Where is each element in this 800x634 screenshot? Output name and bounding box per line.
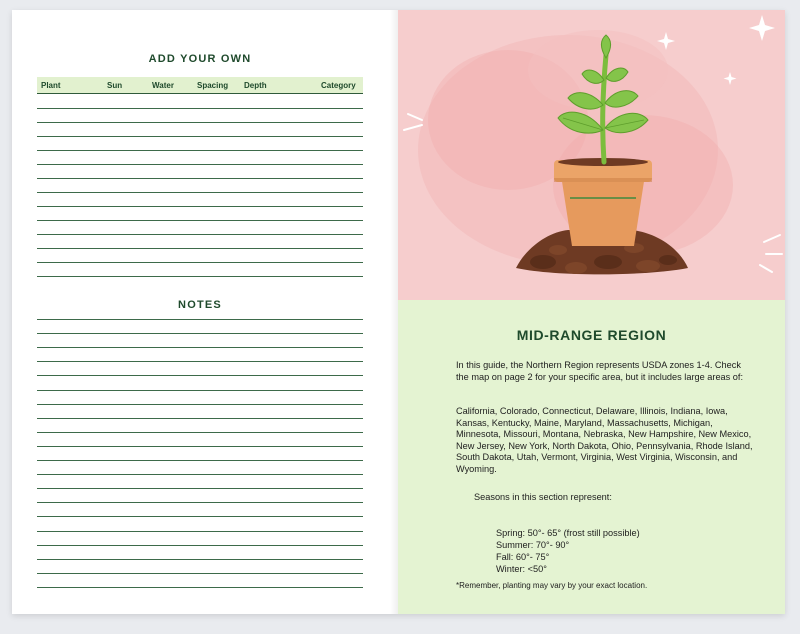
notes-line (37, 432, 363, 433)
left-page (12, 10, 398, 614)
table-row-line (37, 178, 363, 179)
potted-seedling-icon (398, 10, 785, 300)
column-sun: Sun (107, 81, 123, 90)
season-fall: Fall: 60°- 75° (496, 552, 550, 562)
region-info-panel (398, 300, 785, 614)
table-row-line (37, 122, 363, 123)
table-row-line (37, 136, 363, 137)
notes-line (37, 375, 363, 376)
table-row-line (37, 234, 363, 235)
notes-line (37, 333, 363, 334)
plant-table-header (37, 77, 363, 94)
column-plant: Plant (41, 81, 61, 90)
column-spacing: Spacing (197, 81, 229, 90)
table-row-line (37, 220, 363, 221)
notes-line (37, 545, 363, 546)
add-your-own-heading: ADD YOUR OWN (148, 53, 252, 65)
region-title: MID-RANGE REGION (516, 327, 667, 343)
notes-line (37, 460, 363, 461)
season-summer: Summer: 70°- 90° (496, 540, 570, 550)
notes-line (37, 446, 363, 447)
notes-line (37, 474, 363, 475)
notes-line (37, 587, 363, 588)
table-row-line (37, 248, 363, 249)
column-water: Water (152, 81, 174, 90)
notes-line (37, 488, 363, 489)
table-row-line (37, 164, 363, 165)
column-category: Category (321, 81, 356, 90)
notes-line (37, 573, 363, 574)
notes-line (37, 502, 363, 503)
notes-line (37, 390, 363, 391)
book-spread (12, 10, 785, 614)
season-winter: Winter: <50° (496, 564, 547, 574)
notes-line (37, 404, 363, 405)
region-states-list: California, Colorado, Connecticut, Delaware, Illinois, Indiana, Iowa, Kansas, Kentucky, Maine, Maryland, Massachusetts, Michigan, Minnesota, Missouri, Montana, Nebraska, New Hampshire, New Mexico, New Jersey, New York, North Dakota, Ohio, Pennsylvania, Rhode Island, South Dakota, Utah, Vermont, Virginia, West Virginia, Wisconsin, and Wyoming. (456, 406, 753, 474)
notes-line (37, 559, 363, 560)
season-spring: Spring: 50°- 65° (frost still possible) (496, 528, 640, 538)
table-row-line (37, 150, 363, 151)
notes-line (37, 319, 363, 320)
table-row-line (37, 276, 363, 277)
table-row-line (37, 108, 363, 109)
notes-line (37, 418, 363, 419)
notes-line (37, 516, 363, 517)
table-row-line (37, 262, 363, 263)
notes-heading: NOTES (178, 299, 222, 311)
table-row-line (37, 192, 363, 193)
table-row-line (37, 206, 363, 207)
notes-line (37, 347, 363, 348)
notes-line (37, 531, 363, 532)
seasons-intro: Seasons in this section represent: (474, 492, 612, 502)
region-intro: In this guide, the Northern Region represents USDA zones 1-4. Check the map on page 2 for your specific area, but it includes large areas of: (456, 360, 744, 382)
notes-line (37, 361, 363, 362)
right-page (398, 10, 785, 614)
column-depth: Depth (244, 81, 267, 90)
footnote: *Remember, planting may vary by your exact location. (456, 581, 648, 590)
